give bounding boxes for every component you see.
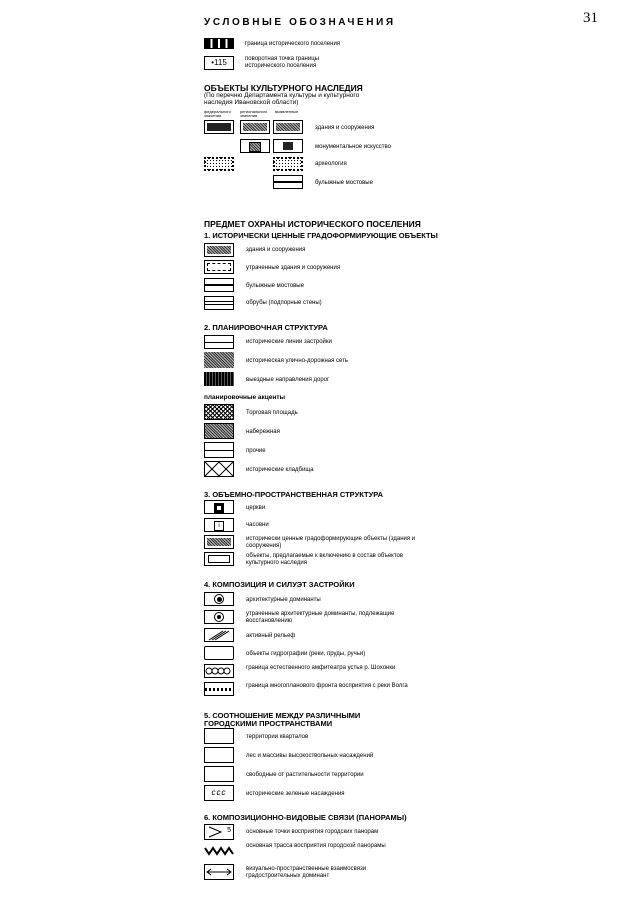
lost-dominant-icon <box>204 610 234 624</box>
legend-label: объекты, предлагаемые к включению в состав объектов культурного наследия <box>246 553 404 566</box>
s2-building-line-symbol <box>204 335 234 349</box>
legend-title: УСЛОВНЫЕ ОБОЗНАЧЕНИЯ <box>204 17 396 28</box>
protection-title: ПРЕДМЕТ ОХРАНЫ ИСТОРИЧЕСКОГО ПОСЕЛЕНИЯ <box>204 219 421 229</box>
s1-building-symbol <box>204 243 234 257</box>
church-icon <box>204 500 234 514</box>
s2-embankment-symbol <box>204 423 234 439</box>
heritage-title: ОБЪЕКТЫ КУЛЬТУРНОГО НАСЛЕДИЯ <box>204 83 363 93</box>
chapel-icon: i <box>204 518 234 532</box>
page-number: 31 <box>583 10 598 26</box>
s1-cobblestone-symbol <box>204 278 234 292</box>
legend-label: утраченные архитектурные доминанты, подлежащие восстановлению <box>246 611 395 624</box>
regional-building-symbol <box>240 120 270 134</box>
identified-building-symbol <box>273 120 303 134</box>
dominant-icon <box>204 592 234 606</box>
legend-label: археология <box>315 161 347 167</box>
legend-label: обрубы (подпорные стены) <box>246 300 322 306</box>
viewpoint-icon: 5 <box>204 824 234 840</box>
regional-monument-symbol <box>240 139 270 153</box>
legend-label: булыжные мостовые <box>315 180 373 186</box>
legend-label: архитектурные доминанты <box>246 597 321 603</box>
forest-symbol <box>204 747 234 763</box>
legend-label: территории кварталов <box>246 734 309 740</box>
section-title: 2. ПЛАНИРОВОЧНАЯ СТРУКТУРА <box>204 323 328 332</box>
legend-label: граница естественного амфитеатра устья р. Шохонки <box>246 665 396 671</box>
federal-archaeology-symbol <box>204 157 234 171</box>
legend-label: булыжные мостовые <box>246 283 304 289</box>
legend-label: исторические кладбища <box>246 467 314 473</box>
legend-label: историческая улично-дорожная сеть <box>246 358 349 364</box>
s2-market-square-symbol <box>204 404 234 420</box>
legend-label: основная трасса восприятия городской панорамы <box>246 843 386 849</box>
turning-point-symbol: •115 <box>204 56 234 70</box>
s2-other-symbol <box>204 442 234 458</box>
legend-label: монументальное искусство <box>315 144 391 150</box>
section-title: 3. ОБЪЕМНО-ПРОСТРАНСТВЕННАЯ СТРУКТУРА <box>204 490 384 499</box>
s3-valuable-object-symbol <box>204 535 234 549</box>
legend-label: объекты гидрографии (реки, пруды, ручьи) <box>246 651 366 657</box>
s2-exit-roads-symbol <box>204 372 234 386</box>
legend-label: исторически ценные градоформирующие объекты (здания и сооружения) <box>246 536 416 549</box>
legend-label: активный рельеф <box>246 633 296 639</box>
s2-street-network-symbol <box>204 352 234 368</box>
hydrography-symbol <box>204 646 234 660</box>
col-header-regional: регионального значения <box>240 109 268 118</box>
legend-label: церкви <box>246 505 266 511</box>
viewing-route-icon <box>204 843 234 859</box>
green-plantings-symbol: ccc <box>204 785 234 801</box>
s3-proposed-object-symbol <box>204 552 234 566</box>
section-title: 6. КОМПОЗИЦИОННО-ВИДОВЫЕ СВЯЗИ (ПАНОРАМЫ) <box>204 813 407 822</box>
identified-monument-symbol <box>273 139 303 153</box>
legend-label: визуально-пространственные взаимосвязи градостроительных доминант <box>246 866 367 879</box>
section-title: 1. ИСТОРИЧЕСКИ ЦЕННЫЕ ГРАДОФОРМИРУЮЩИЕ ОБЪЕКТЫ <box>204 231 438 240</box>
legend-label: поворотная точка границы исторического поселения <box>245 56 319 69</box>
legend-label: здания и сооружения <box>315 125 375 131</box>
section-title: 4. КОМПОЗИЦИЯ И СИЛУЭТ ЗАСТРОЙКИ <box>204 580 355 589</box>
open-land-symbol <box>204 766 234 782</box>
s1-retaining-wall-symbol <box>204 296 234 310</box>
legend-label: здания и сооружения <box>246 247 306 253</box>
amphitheatre-boundary-symbol <box>204 664 234 678</box>
active-relief-icon <box>204 628 234 642</box>
legend-label: свободные от растительности территории <box>246 772 364 778</box>
volga-front-boundary-symbol <box>204 682 234 696</box>
legend-label: утраченные здания и сооружения <box>246 265 341 271</box>
legend-label: прочие <box>246 448 266 454</box>
legend-label: граница многопланового фронта восприятия с реки Волга <box>246 683 408 689</box>
visual-link-icon <box>204 864 234 880</box>
legend-label: исторические линии застройки <box>246 339 332 345</box>
legend-label: исторические зеленые насаждения <box>246 791 345 797</box>
federal-building-symbol <box>204 120 234 134</box>
heritage-subtitle: (По перечню Департамента культуры и культурного наследия Ивановской области) <box>204 92 360 106</box>
identified-archaeology-symbol <box>273 157 303 171</box>
col-header-identified: выявленные <box>275 109 299 114</box>
settlement-boundary-symbol <box>204 38 234 49</box>
legend-label: основные точки восприятия городских панорам <box>246 829 379 835</box>
legend-label: часовни <box>246 522 269 528</box>
legend-label: выездные направления дорог <box>246 377 330 383</box>
cobblestone-symbol <box>273 175 303 189</box>
legend-label: Торговая площадь <box>246 410 298 416</box>
legend-label: граница исторического поселения <box>245 41 341 47</box>
planning-accents-title: планировочные акценты <box>204 394 286 401</box>
col-header-federal: федерального значения <box>204 109 231 118</box>
legend-label: лес и массивы высокоствольных насаждений <box>246 753 374 759</box>
section-title: 5. СООТНОШЕНИЕ МЕЖДУ РАЗЛИЧНЫМИ ГОРОДСКИМИ ПРОСТРАНСТВАМИ <box>204 711 361 728</box>
legend-label: набережная <box>246 429 280 435</box>
s1-lost-building-symbol <box>204 260 234 274</box>
quarters-symbol <box>204 728 234 744</box>
s2-cemetery-symbol <box>204 461 234 477</box>
